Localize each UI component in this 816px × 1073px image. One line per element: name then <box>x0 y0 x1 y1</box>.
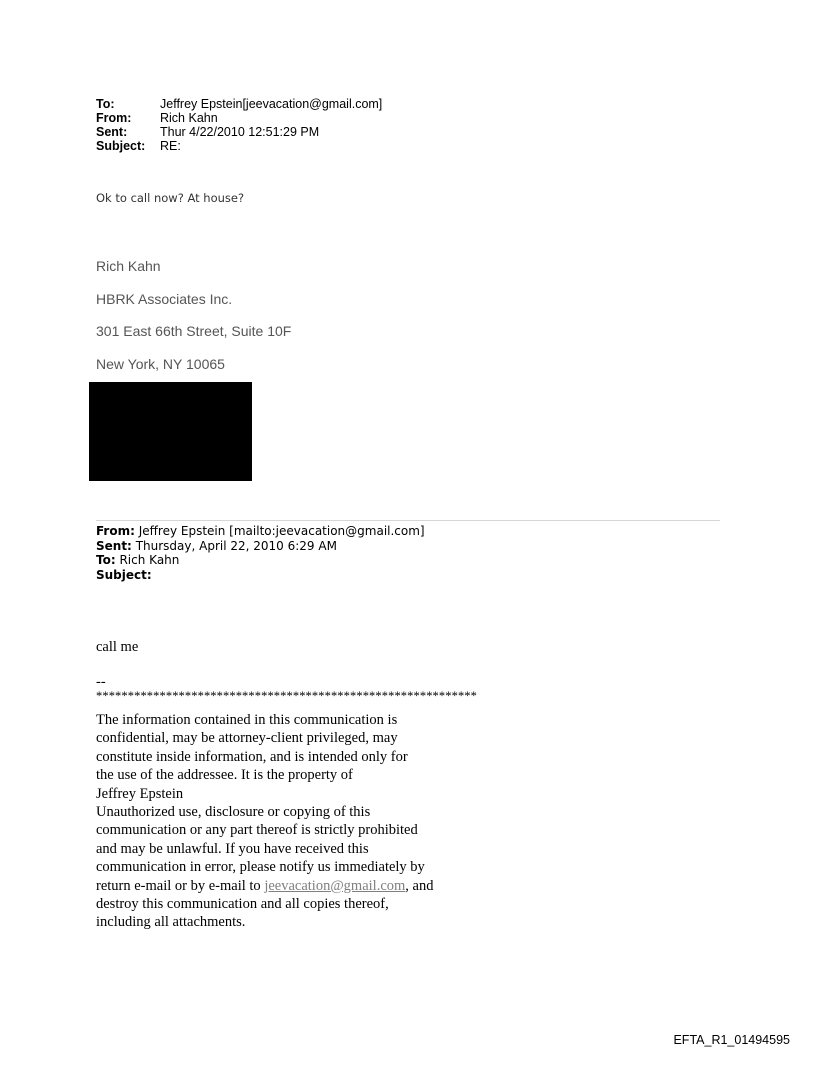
disclaimer-line: Unauthorized use, disclosure or copying of this <box>96 804 371 821</box>
disclaimer-text: return e-mail or by e-mail to <box>96 877 265 894</box>
disclaimer-line: confidential, may be attorney-client privileged, may <box>96 730 398 747</box>
quoted-body: call me <box>96 639 139 655</box>
to-value: Jeffrey Epstein[jeevacation@gmail.com] <box>160 97 383 111</box>
from-value: Rich Kahn <box>160 111 218 125</box>
quoted-sent-row <box>96 539 425 554</box>
quoted-from-row <box>96 524 425 539</box>
redaction-block <box>89 382 252 481</box>
email-header <box>96 97 382 153</box>
signature-name: Rich Kahn <box>96 258 161 274</box>
signature-city: New York, NY 10065 <box>96 356 225 372</box>
email-link[interactable]: jeevacation@gmail.com <box>264 877 406 894</box>
subject-value: RE: <box>160 139 181 153</box>
disclaimer-text: , and <box>405 877 434 894</box>
document-id: EFTA_R1_01494595 <box>673 1033 790 1047</box>
sent-row <box>96 125 382 139</box>
signature-address: 301 East 66th Street, Suite 10F <box>96 323 292 339</box>
to-row <box>96 97 382 111</box>
quoted-to-value: Rich Kahn <box>119 553 180 567</box>
quoted-from-label: From: <box>96 524 135 538</box>
disclaimer-line: and may be unlawful. If you have received this <box>96 840 369 857</box>
disclaimer-line: the use of the addressee. It is the property of <box>96 767 353 784</box>
quote-divider <box>96 520 720 521</box>
quoted-subject-row <box>96 568 425 583</box>
disclaimer <box>96 711 516 932</box>
signature-dash: -- <box>96 674 106 690</box>
disclaimer-line: communication or any part thereof is strictly prohibited <box>96 822 418 839</box>
disclaimer-line: The information contained in this communication is <box>96 712 398 728</box>
quoted-subject-label: Subject: <box>96 567 152 582</box>
disclaimer-line: constitute inside information, and is intended only for <box>96 748 408 765</box>
quoted-to-label: To: <box>96 553 116 567</box>
signature-company: HBRK Associates Inc. <box>96 291 233 307</box>
sent-value: Thur 4/22/2010 12:51:29 PM <box>160 125 320 139</box>
quoted-sent-label: Sent: <box>96 538 132 553</box>
message-body: Ok to call now? At house? <box>96 191 245 205</box>
disclaimer-line-with-link <box>96 877 516 895</box>
disclaimer-line: destroy this communication and all copies thereof, <box>96 896 389 913</box>
disclaimer-line: Jeffrey Epstein <box>96 785 184 802</box>
quoted-from-value: Jeffrey Epstein [mailto:jeevacation@gmail.com] <box>138 524 425 538</box>
subject-row <box>96 139 382 153</box>
from-row <box>96 111 382 125</box>
disclaimer-line: communication in error, please notify us immediately by <box>96 859 425 876</box>
to-label: To: <box>96 97 115 111</box>
quoted-header <box>96 524 425 582</box>
sent-label: Sent: <box>96 125 128 139</box>
stars-separator: ************************************************************ <box>96 689 477 703</box>
disclaimer-line: including all attachments. <box>96 914 246 931</box>
quoted-to-row <box>96 553 425 568</box>
subject-label: Subject: <box>96 139 146 153</box>
from-label: From: <box>96 111 132 125</box>
quoted-sent-value: Thursday, April 22, 2010 6:29 AM <box>135 538 337 553</box>
